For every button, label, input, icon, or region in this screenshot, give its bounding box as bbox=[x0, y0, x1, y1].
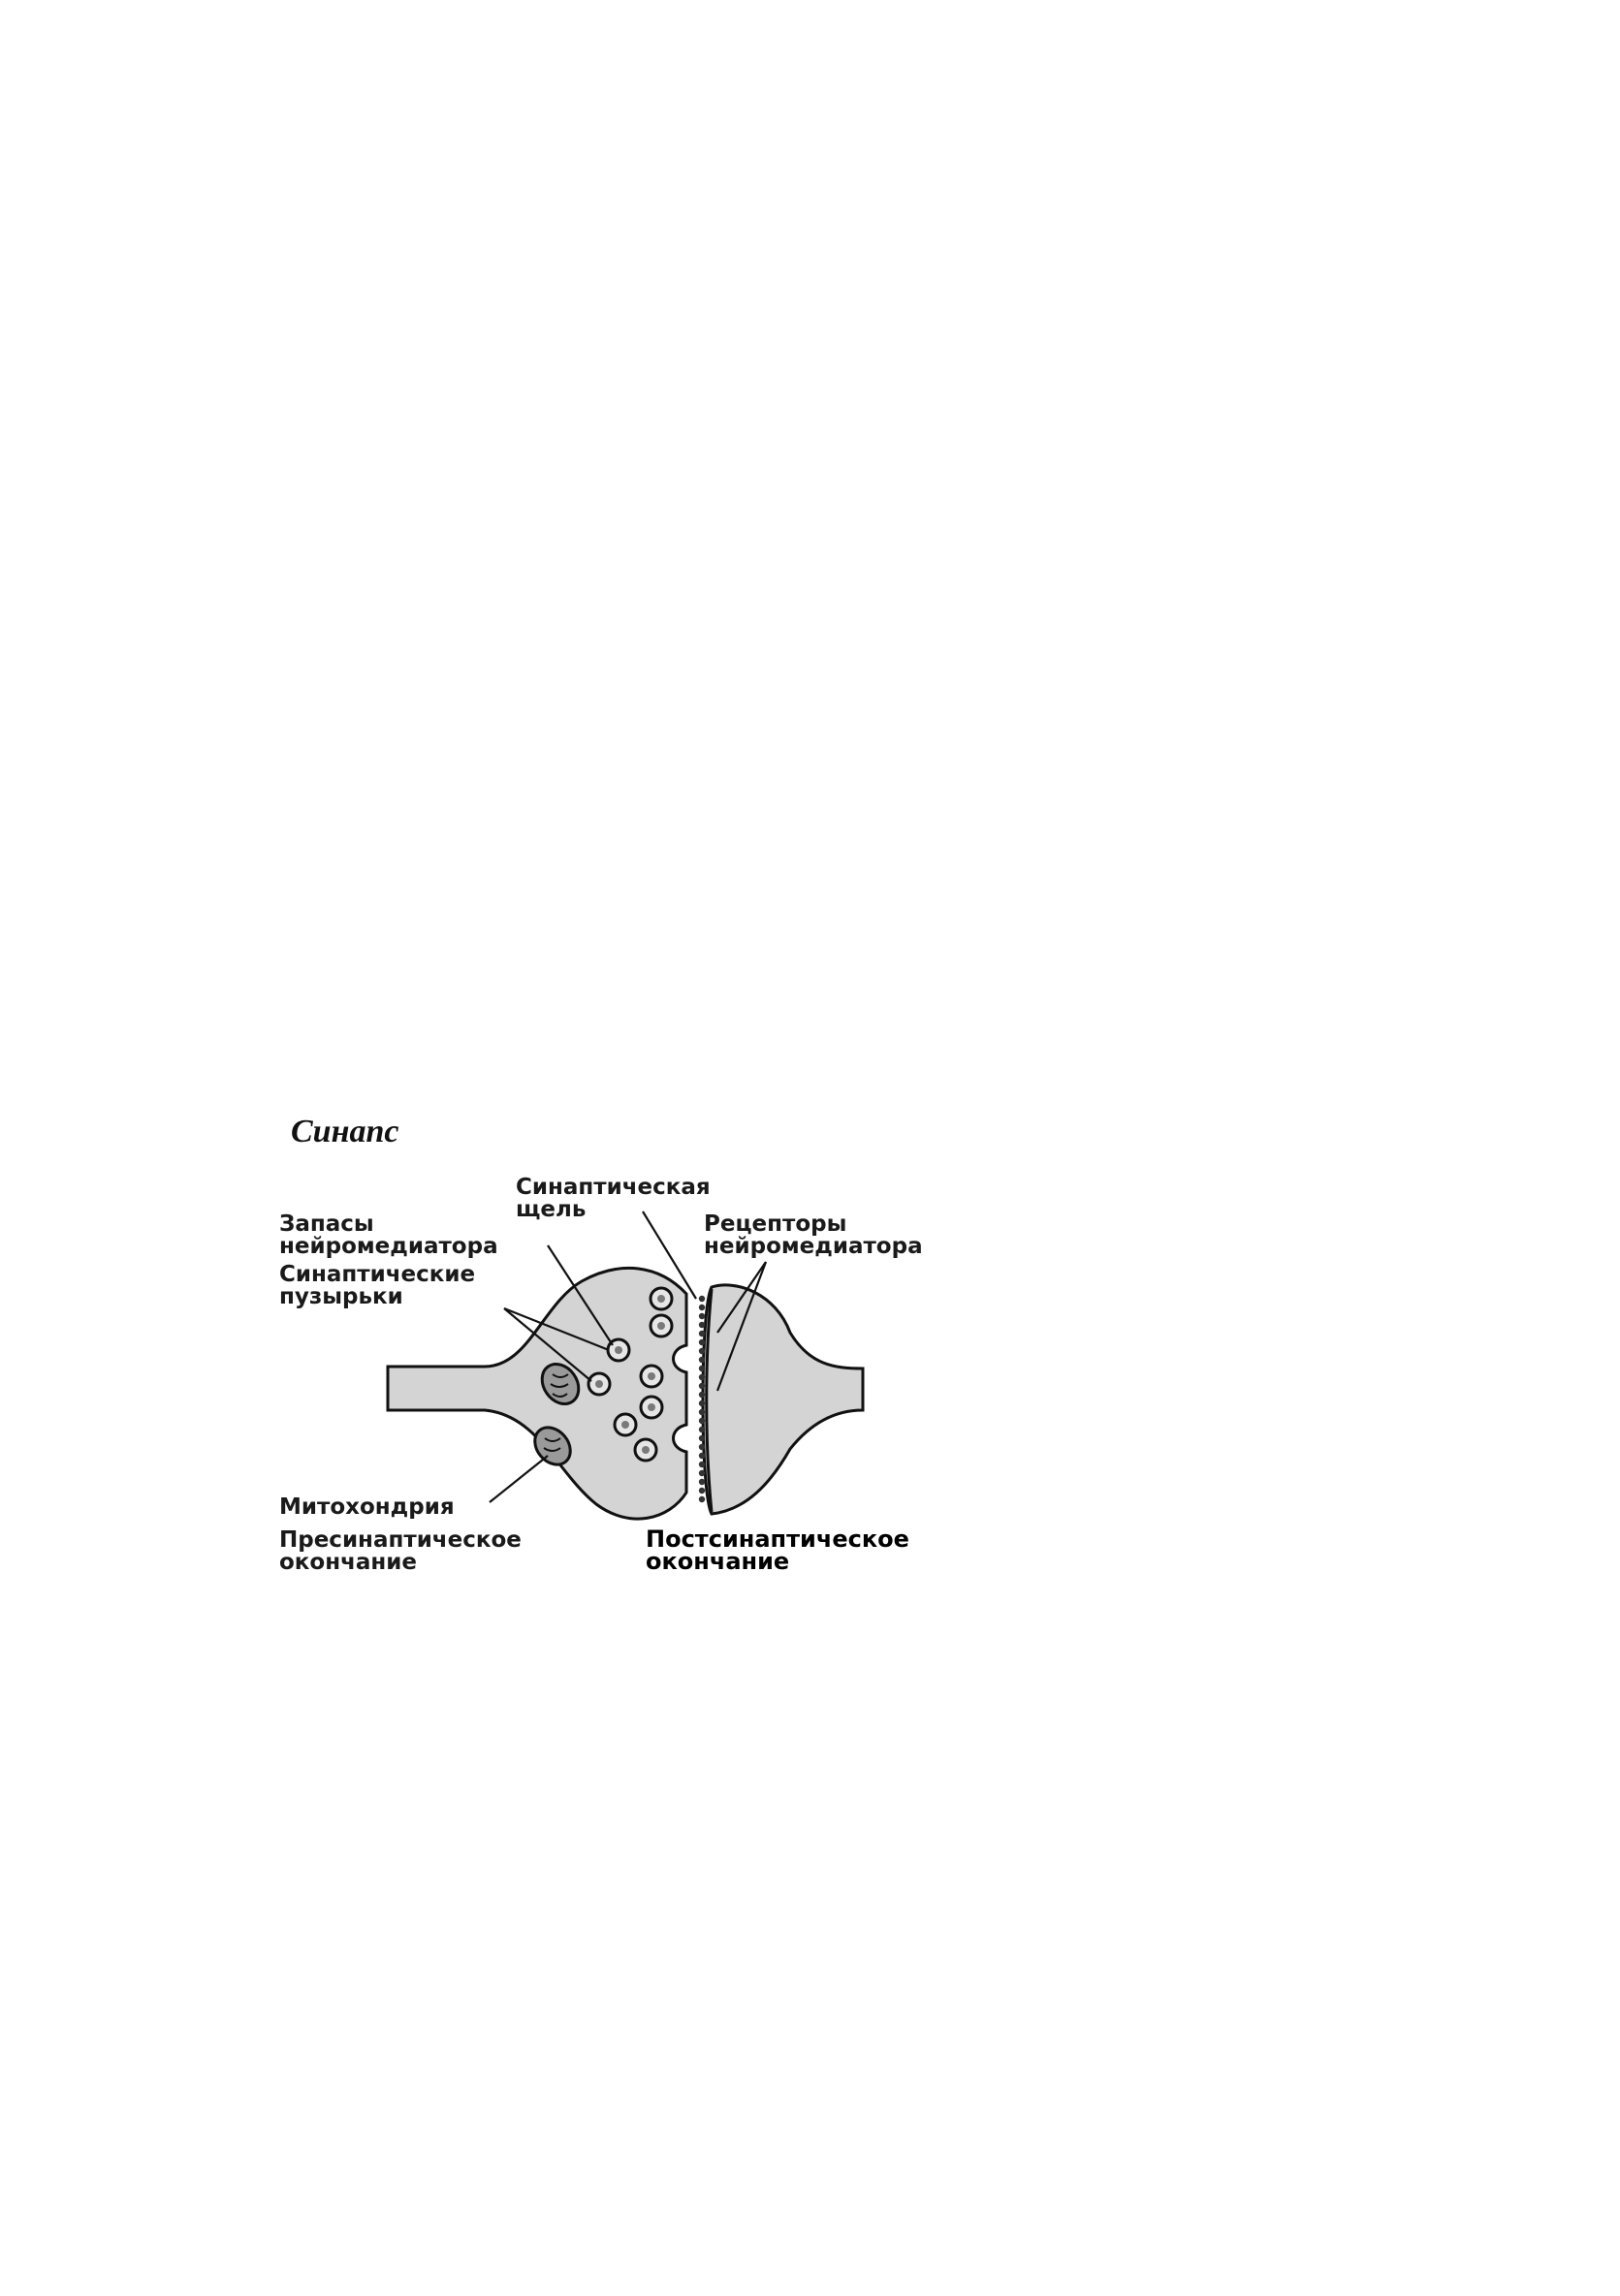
receptor bbox=[699, 1331, 705, 1337]
label-stores-2: нейромедиатора bbox=[279, 1234, 498, 1259]
receptor bbox=[699, 1444, 705, 1450]
figure-title: Синапс bbox=[291, 1114, 399, 1149]
leader-mitochondrion bbox=[490, 1456, 548, 1502]
receptor bbox=[699, 1400, 705, 1406]
label-synaptic-cleft-2: щель bbox=[516, 1197, 587, 1222]
receptor bbox=[699, 1418, 705, 1424]
receptor bbox=[699, 1357, 705, 1363]
label-synaptic-cleft-1: Синаптическая bbox=[516, 1175, 711, 1200]
label-stores-1: Запасы bbox=[279, 1211, 374, 1237]
label-presynaptic-1: Пресинаптическое bbox=[279, 1527, 522, 1553]
synaptic-vesicle bbox=[635, 1439, 656, 1461]
receptor bbox=[699, 1453, 705, 1459]
label-postsynaptic-1: Постсинаптическое bbox=[646, 1525, 909, 1553]
synaptic-vesicle bbox=[641, 1397, 662, 1418]
receptor bbox=[699, 1427, 705, 1432]
label-vesicles-1: Синаптические bbox=[279, 1262, 476, 1287]
synaptic-vesicle bbox=[651, 1315, 672, 1337]
receptor bbox=[699, 1383, 705, 1389]
receptor bbox=[699, 1488, 705, 1494]
label-postsynaptic-2: окончание bbox=[646, 1548, 790, 1575]
receptor bbox=[699, 1409, 705, 1415]
receptor bbox=[699, 1313, 705, 1319]
label-vesicles-2: пузырьки bbox=[279, 1284, 403, 1309]
receptor bbox=[699, 1339, 705, 1345]
receptor bbox=[699, 1470, 705, 1476]
synaptic-vesicle bbox=[588, 1373, 610, 1395]
receptor bbox=[699, 1374, 705, 1380]
synaptic-vesicle bbox=[651, 1288, 672, 1309]
synaptic-vesicle bbox=[615, 1414, 636, 1435]
label-receptors-1: Рецепторы bbox=[704, 1211, 847, 1237]
receptor bbox=[699, 1322, 705, 1328]
receptor bbox=[699, 1479, 705, 1485]
receptor bbox=[699, 1296, 705, 1302]
presynaptic-terminal-shape bbox=[388, 1268, 686, 1519]
receptor bbox=[699, 1435, 705, 1441]
receptor bbox=[699, 1348, 705, 1354]
label-presynaptic-2: окончание bbox=[279, 1550, 418, 1575]
receptor bbox=[699, 1366, 705, 1371]
label-mitochondrion: Митохондрия bbox=[279, 1494, 455, 1520]
receptor bbox=[699, 1392, 705, 1398]
label-receptors-2: нейромедиатора bbox=[704, 1234, 923, 1259]
receptor bbox=[699, 1462, 705, 1467]
synaptic-vesicle bbox=[641, 1366, 662, 1387]
receptor bbox=[699, 1305, 705, 1310]
receptor bbox=[699, 1496, 705, 1502]
